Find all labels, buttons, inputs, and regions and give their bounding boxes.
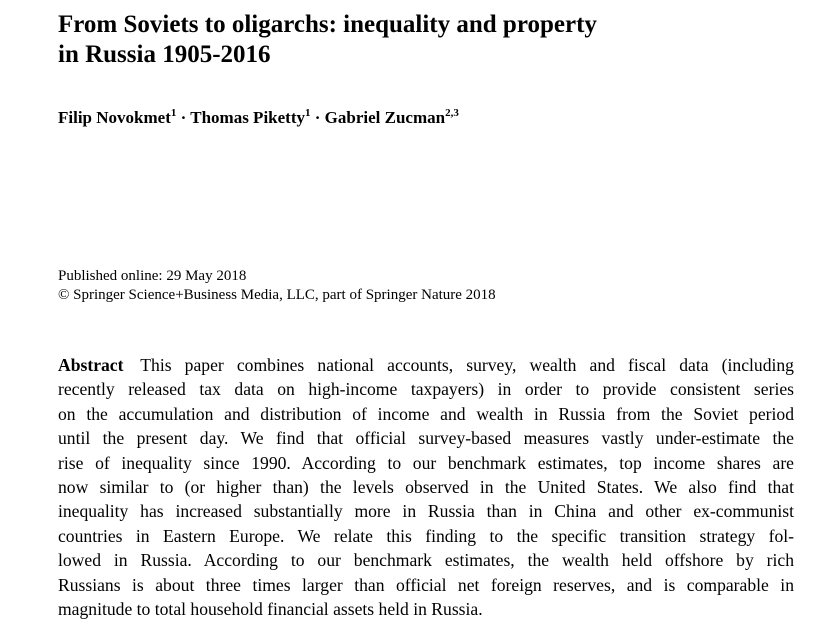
abstract-line: on the accumulation and distribution of income and wealth in Russia from the Soviet period bbox=[58, 403, 794, 424]
title-line: From Soviets to oligarchs: inequality and property bbox=[58, 11, 597, 38]
abstract-line: magnitude to total household financial assets held in Russia. bbox=[58, 599, 483, 620]
abstract bbox=[58, 353, 794, 621]
author-name: Gabriel Zucman bbox=[324, 108, 446, 127]
author-affiliation: 2,3 bbox=[445, 107, 459, 119]
published-online-date: Published online: 29 May 2018 bbox=[58, 268, 247, 284]
abstract-line: inequality has increased substantially more in Russia than in China and other ex-communist bbox=[58, 501, 794, 522]
author-separator: · bbox=[180, 108, 187, 127]
author-list bbox=[58, 107, 459, 129]
abstract-label: Abstract bbox=[58, 355, 124, 375]
publication-info bbox=[58, 267, 496, 305]
paper-title bbox=[58, 10, 794, 70]
abstract-line: countries in Eastern Europe. We relate this finding to the specific transition strategy fol- bbox=[58, 525, 794, 546]
abstract-line: recently released tax data on high-income taxpayers) in order to provide consistent series bbox=[58, 379, 794, 400]
abstract-line bbox=[58, 353, 794, 377]
author-name: Filip Novokmet bbox=[58, 108, 171, 127]
author-name: Thomas Piketty bbox=[190, 108, 305, 127]
abstract-line: Russians is about three times larger than official net foreign reserves, and is comparable in bbox=[58, 574, 794, 595]
abstract-line: lowed in Russia. According to our benchmark estimates, the wealth held offshore by rich bbox=[58, 550, 794, 571]
author-affiliation: 1 bbox=[304, 107, 311, 119]
abstract-line: until the present day. We find that official survey-based measures vastly under-estimate the bbox=[58, 428, 794, 449]
abstract-text: This paper combines national accounts, survey, wealth and fiscal data (including bbox=[140, 355, 794, 375]
author-separator: · bbox=[314, 108, 321, 127]
copyright-notice: © Springer Science+Business Media, LLC, part of Springer Nature 2018 bbox=[58, 287, 496, 303]
title-line: in Russia 1905-2016 bbox=[58, 41, 271, 68]
author-affiliation: 1 bbox=[170, 107, 177, 119]
abstract-line: now similar to (or higher than) the levels observed in the United States. We also find that bbox=[58, 477, 794, 498]
abstract-line: rise of inequality since 1990. According to our benchmark estimates, top income shares are bbox=[58, 452, 794, 473]
paper-page bbox=[58, 10, 794, 620]
